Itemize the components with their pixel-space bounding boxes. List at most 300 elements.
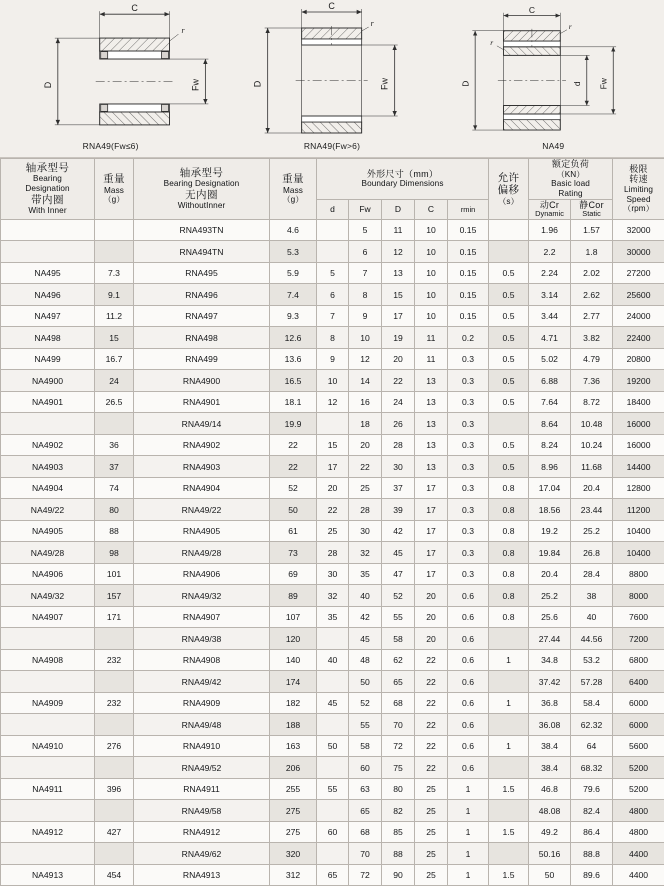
cell-rmin: 0.6 (448, 671, 489, 693)
cell-fw: 52 (349, 692, 382, 714)
cell-mass-without-inner: 61 (270, 520, 317, 542)
cell-fw: 70 (349, 843, 382, 865)
cell-C: 25 (415, 843, 448, 865)
cell-D: 17 (382, 305, 415, 327)
cell-dynamic-cr: 7.64 (529, 391, 571, 413)
cell-mass-with-inner: 101 (95, 563, 134, 585)
cell-designation-without-inner: RNA4911 (134, 778, 270, 800)
cell-D: 55 (382, 606, 415, 628)
figure-1-label-r: r (181, 26, 185, 35)
cell-designation-with-inner: NA4904 (1, 477, 95, 499)
cell-mass-without-inner: 52 (270, 477, 317, 499)
cell-designation-without-inner: RNA4912 (134, 821, 270, 843)
cell-designation-without-inner: RNA4905 (134, 520, 270, 542)
cell-designation-with-inner: NA4907 (1, 606, 95, 628)
cell-D: 37 (382, 477, 415, 499)
cell-static-cor: 2.77 (571, 305, 613, 327)
cell-mass-without-inner: 50 (270, 499, 317, 521)
table-row (1, 434, 664, 456)
cell-allowable-offset: 0.5 (489, 284, 529, 306)
cell-allowable-offset (489, 241, 529, 263)
cell-designation-without-inner: RNA49/52 (134, 757, 270, 779)
cell-designation-without-inner: RNA49/58 (134, 800, 270, 822)
cell-designation-without-inner: RNA493TN (134, 219, 270, 241)
cell-C: 10 (415, 262, 448, 284)
cell-D: 62 (382, 649, 415, 671)
table-row (1, 649, 664, 671)
header-mass-2-en: Mass (270, 186, 316, 196)
cell-fw: 8 (349, 284, 382, 306)
cell-D: 65 (382, 671, 415, 693)
cell-fw: 32 (349, 542, 382, 564)
cell-D: 72 (382, 735, 415, 757)
cell-limiting-speed: 30000 (613, 241, 664, 263)
cell-static-cor: 82.4 (571, 800, 613, 822)
figure-2-caption: RNA49(Fw>6) (221, 141, 442, 151)
cell-dynamic-cr: 48.08 (529, 800, 571, 822)
cell-mass-with-inner: 11.2 (95, 305, 134, 327)
cell-designation-with-inner (1, 628, 95, 650)
cell-limiting-speed: 7200 (613, 628, 664, 650)
cell-fw: 20 (349, 434, 382, 456)
cell-designation-with-inner: NA4900 (1, 370, 95, 392)
cell-d (317, 671, 349, 693)
cell-fw: 45 (349, 628, 382, 650)
cell-mass-with-inner (95, 714, 134, 736)
cell-allowable-offset (489, 671, 529, 693)
cell-designation-with-inner (1, 671, 95, 693)
cell-designation-with-inner (1, 413, 95, 435)
cell-mass-without-inner: 5.9 (270, 262, 317, 284)
header-col-d: d (317, 199, 349, 219)
cell-dynamic-cr: 50 (529, 864, 571, 886)
cell-mass-with-inner: 427 (95, 821, 134, 843)
bearing-specification-table (0, 158, 664, 886)
table-row (1, 391, 664, 413)
cell-allowable-offset (489, 714, 529, 736)
header-dynamic-cn: 动Cr (529, 200, 570, 211)
header-mass-1-cn: 重量 (95, 173, 133, 185)
cell-D: 90 (382, 864, 415, 886)
cell-static-cor: 79.6 (571, 778, 613, 800)
cell-designation-without-inner: RNA4903 (134, 456, 270, 478)
cell-mass-with-inner: 88 (95, 520, 134, 542)
cell-dynamic-cr: 25.2 (529, 585, 571, 607)
cell-limiting-speed: 4400 (613, 843, 664, 865)
cell-d (317, 757, 349, 779)
cell-d: 45 (317, 692, 349, 714)
cell-rmin: 1 (448, 778, 489, 800)
cell-limiting-speed: 4800 (613, 800, 664, 822)
cell-fw: 55 (349, 714, 382, 736)
cell-fw: 25 (349, 477, 382, 499)
cell-mass-without-inner: 22 (270, 456, 317, 478)
figure-na49 (443, 0, 664, 157)
cell-D: 75 (382, 757, 415, 779)
cell-D: 30 (382, 456, 415, 478)
cell-D: 52 (382, 585, 415, 607)
cell-allowable-offset: 0.5 (489, 434, 529, 456)
cell-dynamic-cr: 38.4 (529, 735, 571, 757)
cell-allowable-offset: 0.5 (489, 262, 529, 284)
cell-D: 20 (382, 348, 415, 370)
cell-mass-with-inner: 16.7 (95, 348, 134, 370)
header-col-rmin: rmin (448, 199, 489, 219)
cell-limiting-speed: 14400 (613, 456, 664, 478)
cell-mass-with-inner (95, 843, 134, 865)
cell-designation-without-inner: RNA496 (134, 284, 270, 306)
header-designation-without-inner-en-sub: WithoutInner (134, 201, 269, 211)
cell-allowable-offset: 0.8 (489, 563, 529, 585)
figure-3-label-r-inner: r (490, 38, 493, 47)
cell-limiting-speed: 18400 (613, 391, 664, 413)
cell-static-cor: 57.28 (571, 671, 613, 693)
cell-d: 7 (317, 305, 349, 327)
cell-d: 35 (317, 606, 349, 628)
cell-designation-with-inner: NA49/32 (1, 585, 95, 607)
cell-D: 42 (382, 520, 415, 542)
cell-C: 17 (415, 563, 448, 585)
cell-allowable-offset: 0.8 (489, 542, 529, 564)
cell-C: 20 (415, 585, 448, 607)
cell-mass-without-inner: 22 (270, 434, 317, 456)
cell-designation-with-inner (1, 241, 95, 263)
cell-rmin: 0.3 (448, 456, 489, 478)
header-boundary-en: Boundary Dimensions (317, 179, 488, 189)
cell-d (317, 800, 349, 822)
table-row (1, 843, 664, 865)
cell-static-cor: 25.2 (571, 520, 613, 542)
cell-D: 12 (382, 241, 415, 263)
cell-d: 6 (317, 284, 349, 306)
cell-static-cor: 3.82 (571, 327, 613, 349)
header-load-rating-cn: 额定负荷 (529, 159, 612, 170)
cell-designation-with-inner: NA4902 (1, 434, 95, 456)
cell-mass-with-inner: 37 (95, 456, 134, 478)
cell-fw: 35 (349, 563, 382, 585)
cell-fw: 50 (349, 671, 382, 693)
cell-limiting-speed: 22400 (613, 327, 664, 349)
cell-mass-with-inner (95, 757, 134, 779)
cell-allowable-offset (489, 219, 529, 241)
cell-designation-without-inner: RNA4910 (134, 735, 270, 757)
cell-D: 82 (382, 800, 415, 822)
figure-2-label-r: r (371, 19, 375, 28)
cell-designation-with-inner: NA498 (1, 327, 95, 349)
cell-limiting-speed: 12800 (613, 477, 664, 499)
header-limiting-speed-en1: Limiting (613, 185, 664, 195)
cell-limiting-speed: 11200 (613, 499, 664, 521)
cell-fw: 58 (349, 735, 382, 757)
cell-static-cor: 40 (571, 606, 613, 628)
cell-rmin: 1 (448, 821, 489, 843)
cell-allowable-offset: 0.5 (489, 305, 529, 327)
cell-D: 45 (382, 542, 415, 564)
header-col-dynamic (529, 199, 571, 219)
cell-designation-with-inner: NA4912 (1, 821, 95, 843)
header-limiting-speed-en2: Speed (613, 195, 664, 205)
cell-mass-with-inner: 24 (95, 370, 134, 392)
cell-dynamic-cr: 20.4 (529, 563, 571, 585)
table-row (1, 499, 664, 521)
cell-allowable-offset: 0.8 (489, 606, 529, 628)
cell-rmin: 0.15 (448, 262, 489, 284)
cell-d (317, 843, 349, 865)
cell-mass-without-inner: 182 (270, 692, 317, 714)
cell-fw: 16 (349, 391, 382, 413)
cell-fw: 40 (349, 585, 382, 607)
cell-limiting-speed: 27200 (613, 262, 664, 284)
cell-dynamic-cr: 3.44 (529, 305, 571, 327)
cell-d (317, 714, 349, 736)
cell-designation-without-inner: RNA49/32 (134, 585, 270, 607)
cell-C: 13 (415, 370, 448, 392)
table-row (1, 327, 664, 349)
table-row (1, 864, 664, 886)
cell-limiting-speed: 25600 (613, 284, 664, 306)
cell-fw: 12 (349, 348, 382, 370)
cell-dynamic-cr: 36.08 (529, 714, 571, 736)
cell-C: 20 (415, 606, 448, 628)
figure-1-caption: RNA49(Fw≤6) (0, 141, 221, 151)
cell-d (317, 628, 349, 650)
figure-3-label-r-outer: r (568, 22, 571, 31)
cell-d: 12 (317, 391, 349, 413)
table-header (1, 159, 664, 220)
cell-mass-with-inner: 36 (95, 434, 134, 456)
cell-mass-with-inner (95, 241, 134, 263)
cell-mass-with-inner: 15 (95, 327, 134, 349)
cell-designation-with-inner: NA4911 (1, 778, 95, 800)
header-static-en: Static (571, 210, 612, 219)
table-row (1, 456, 664, 478)
cell-C: 22 (415, 714, 448, 736)
header-mass-with-inner (95, 159, 134, 220)
figure-2-label-fw: Fw (380, 78, 390, 90)
header-designation-with-inner-en1: Bearing (1, 174, 94, 184)
cell-rmin: 1 (448, 800, 489, 822)
cell-limiting-speed: 20800 (613, 348, 664, 370)
cell-fw: 6 (349, 241, 382, 263)
cell-d (317, 219, 349, 241)
cell-mass-without-inner: 174 (270, 671, 317, 693)
cell-d (317, 241, 349, 263)
header-mass-1-en: Mass (95, 186, 133, 196)
cell-fw: 5 (349, 219, 382, 241)
cell-limiting-speed: 5600 (613, 735, 664, 757)
cell-rmin: 0.6 (448, 757, 489, 779)
cell-C: 22 (415, 671, 448, 693)
cell-static-cor: 10.24 (571, 434, 613, 456)
cell-mass-without-inner: 140 (270, 649, 317, 671)
cell-designation-without-inner: RNA495 (134, 262, 270, 284)
cell-dynamic-cr: 5.02 (529, 348, 571, 370)
cell-designation-with-inner (1, 800, 95, 822)
header-designation-without-inner (134, 159, 270, 220)
cell-static-cor: 2.02 (571, 262, 613, 284)
table-row (1, 800, 664, 822)
table-row (1, 821, 664, 843)
cell-static-cor: 44.56 (571, 628, 613, 650)
table-body (1, 219, 664, 886)
figure-1-label-fw: Fw (190, 78, 200, 90)
cell-designation-with-inner: NA4909 (1, 692, 95, 714)
header-designation-with-inner-cn: 轴承型号 (1, 162, 94, 174)
cell-designation-without-inner: RNA4900 (134, 370, 270, 392)
cell-mass-with-inner: 396 (95, 778, 134, 800)
cell-designation-without-inner: RNA4908 (134, 649, 270, 671)
cell-designation-without-inner: RNA49/38 (134, 628, 270, 650)
table-row (1, 241, 664, 263)
cell-D: 39 (382, 499, 415, 521)
table-row (1, 305, 664, 327)
cell-d: 32 (317, 585, 349, 607)
figure-rna49-fw-gt-6 (221, 0, 442, 157)
cell-mass-with-inner: 26.5 (95, 391, 134, 413)
cell-static-cor: 8.72 (571, 391, 613, 413)
cell-C: 13 (415, 456, 448, 478)
cell-d: 30 (317, 563, 349, 585)
cell-mass-without-inner: 275 (270, 821, 317, 843)
cell-C: 20 (415, 628, 448, 650)
cell-mass-without-inner: 12.6 (270, 327, 317, 349)
figure-1-label-c: C (131, 3, 138, 13)
cell-fw: 72 (349, 864, 382, 886)
cell-rmin: 0.3 (448, 434, 489, 456)
cell-C: 25 (415, 864, 448, 886)
cell-static-cor: 89.6 (571, 864, 613, 886)
table-row (1, 585, 664, 607)
cell-fw: 22 (349, 456, 382, 478)
cell-mass-with-inner: 80 (95, 499, 134, 521)
cell-fw: 7 (349, 262, 382, 284)
table-row (1, 477, 664, 499)
cell-mass-without-inner: 163 (270, 735, 317, 757)
cell-dynamic-cr: 37.42 (529, 671, 571, 693)
cell-limiting-speed: 10400 (613, 542, 664, 564)
cell-rmin: 0.6 (448, 606, 489, 628)
table-row (1, 692, 664, 714)
table-row (1, 735, 664, 757)
cell-d: 28 (317, 542, 349, 564)
cell-D: 15 (382, 284, 415, 306)
cell-dynamic-cr: 18.56 (529, 499, 571, 521)
cell-limiting-speed: 5200 (613, 778, 664, 800)
cell-designation-without-inner: RNA498 (134, 327, 270, 349)
cell-mass-with-inner: 232 (95, 649, 134, 671)
cell-D: 70 (382, 714, 415, 736)
header-designation-with-inner-cn-sub: 带内圈 (1, 194, 94, 206)
cell-rmin: 1 (448, 843, 489, 865)
cell-mass-without-inner: 19.9 (270, 413, 317, 435)
cell-mass-without-inner: 320 (270, 843, 317, 865)
cell-designation-with-inner: NA4908 (1, 649, 95, 671)
cell-limiting-speed: 6000 (613, 692, 664, 714)
cell-designation-with-inner: NA4906 (1, 563, 95, 585)
cell-rmin: 0.3 (448, 520, 489, 542)
cell-mass-with-inner: 74 (95, 477, 134, 499)
cell-dynamic-cr: 3.14 (529, 284, 571, 306)
cell-fw: 48 (349, 649, 382, 671)
cell-C: 22 (415, 735, 448, 757)
cell-limiting-speed: 10400 (613, 520, 664, 542)
cell-designation-without-inner: RNA4906 (134, 563, 270, 585)
table-row (1, 757, 664, 779)
cell-allowable-offset: 1 (489, 649, 529, 671)
cell-C: 17 (415, 520, 448, 542)
cell-d: 9 (317, 348, 349, 370)
cell-fw: 68 (349, 821, 382, 843)
cell-static-cor: 1.57 (571, 219, 613, 241)
cell-static-cor: 1.8 (571, 241, 613, 263)
header-mass-without-inner (270, 159, 317, 220)
cell-rmin: 0.3 (448, 391, 489, 413)
cell-designation-with-inner (1, 219, 95, 241)
technical-drawings-strip (0, 0, 664, 158)
cell-mass-with-inner (95, 671, 134, 693)
cell-rmin: 0.3 (448, 477, 489, 499)
cell-D: 80 (382, 778, 415, 800)
cell-dynamic-cr: 17.04 (529, 477, 571, 499)
cell-allowable-offset (489, 757, 529, 779)
cell-C: 17 (415, 542, 448, 564)
cell-static-cor: 64 (571, 735, 613, 757)
cell-designation-with-inner: NA4913 (1, 864, 95, 886)
cell-d: 40 (317, 649, 349, 671)
table-row (1, 413, 664, 435)
figure-3-drawing (443, 0, 664, 157)
cell-designation-without-inner: RNA49/42 (134, 671, 270, 693)
cell-mass-with-inner: 232 (95, 692, 134, 714)
cell-designation-with-inner (1, 843, 95, 865)
cell-C: 11 (415, 348, 448, 370)
cell-allowable-offset (489, 843, 529, 865)
cell-allowable-offset: 0.8 (489, 499, 529, 521)
cell-D: 58 (382, 628, 415, 650)
cell-mass-without-inner: 255 (270, 778, 317, 800)
cell-dynamic-cr: 19.2 (529, 520, 571, 542)
cell-mass-with-inner (95, 800, 134, 822)
cell-mass-with-inner: 171 (95, 606, 134, 628)
figure-3-label-c: C (528, 5, 534, 15)
header-boundary-dimensions (317, 159, 489, 200)
cell-rmin: 0.6 (448, 735, 489, 757)
cell-d: 50 (317, 735, 349, 757)
cell-C: 17 (415, 477, 448, 499)
cell-designation-with-inner: NA49/22 (1, 499, 95, 521)
cell-mass-without-inner: 9.3 (270, 305, 317, 327)
cell-D: 11 (382, 219, 415, 241)
cell-designation-with-inner: NA4903 (1, 456, 95, 478)
cell-designation-with-inner: NA499 (1, 348, 95, 370)
cell-C: 25 (415, 778, 448, 800)
cell-dynamic-cr: 34.8 (529, 649, 571, 671)
cell-dynamic-cr: 6.88 (529, 370, 571, 392)
figure-3-caption: NA49 (443, 141, 664, 151)
cell-fw: 42 (349, 606, 382, 628)
cell-d (317, 413, 349, 435)
cell-C: 22 (415, 649, 448, 671)
cell-rmin: 0.3 (448, 370, 489, 392)
cell-designation-with-inner: NA495 (1, 262, 95, 284)
cell-mass-with-inner: 98 (95, 542, 134, 564)
cell-fw: 10 (349, 327, 382, 349)
cell-rmin: 0.6 (448, 649, 489, 671)
header-designation-with-inner-en-sub: With Inner (1, 206, 94, 216)
cell-dynamic-cr: 4.71 (529, 327, 571, 349)
cell-D: 68 (382, 692, 415, 714)
table-row (1, 563, 664, 585)
